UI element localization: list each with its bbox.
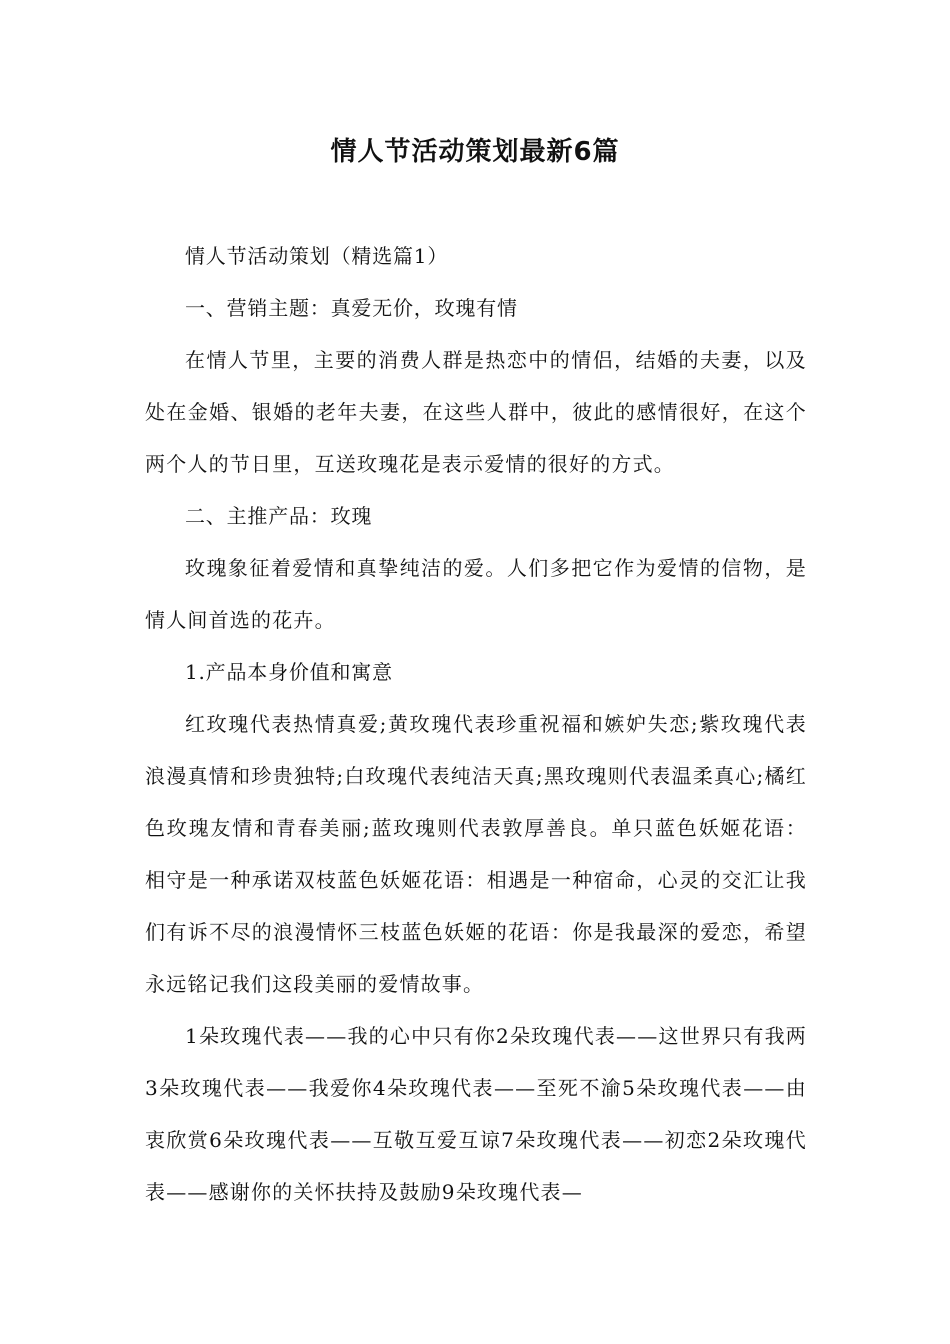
subheading-marketing-theme: 一、营销主题：真爱无价，玫瑰有情 [185, 296, 518, 320]
document-body [145, 230, 807, 1218]
subheading-product-value: 1.产品本身价值和寓意 [185, 660, 393, 684]
paragraph-rose-symbolism: 玫瑰象征着爱情和真挚纯洁的爱。人们多把它作为爱情的信物，是情人间首选的花卉。 [145, 556, 807, 632]
paragraph-consumer-groups: 在情人节里，主要的消费人群是热恋中的情侣，结婚的夫妻，以及处在金婚、银婚的老年夫妻，在这些人群中，彼此的感情很好，在这个两个人的节日里，互送玫瑰花是表示爱情的很好的方式。 [145, 348, 807, 476]
paragraph-rose-counts: 1朵玫瑰代表——我的心中只有你2朵玫瑰代表——这世界只有我两3朵玫瑰代表——我爱你4朵玫瑰代表——至死不渝5朵玫瑰代表——由衷欣赏6朵玫瑰代表——互敬互爱互谅7朵玫瑰代表——初恋2朵玫瑰代表——感谢你的关怀扶持及鼓励9朵玫瑰代表— [145, 1024, 807, 1204]
paragraph-rose-colors: 红玫瑰代表热情真爱;黄玫瑰代表珍重祝福和嫉妒失恋;紫玫瑰代表浪漫真情和珍贵独特;白玫瑰代表纯洁天真;黑玫瑰则代表温柔真心;橘红色玫瑰友情和青春美丽;蓝玫瑰则代表敦厚善良。单只蓝色妖姬花语：相守是一种承诺双枝蓝色妖姬花语：相遇是一种宿命，心灵的交汇让我们有诉不尽的浪漫情怀三枝蓝色妖姬的花语：你是我最深的爱恋，希望永远铭记我们这段美丽的爱情故事。 [145, 712, 807, 996]
subheading-main-product: 二、主推产品：玫瑰 [185, 504, 373, 528]
document-title: 情人节活动策划最新6篇 [330, 137, 620, 167]
section-heading: 情人节活动策划（精选篇1） [185, 244, 449, 268]
